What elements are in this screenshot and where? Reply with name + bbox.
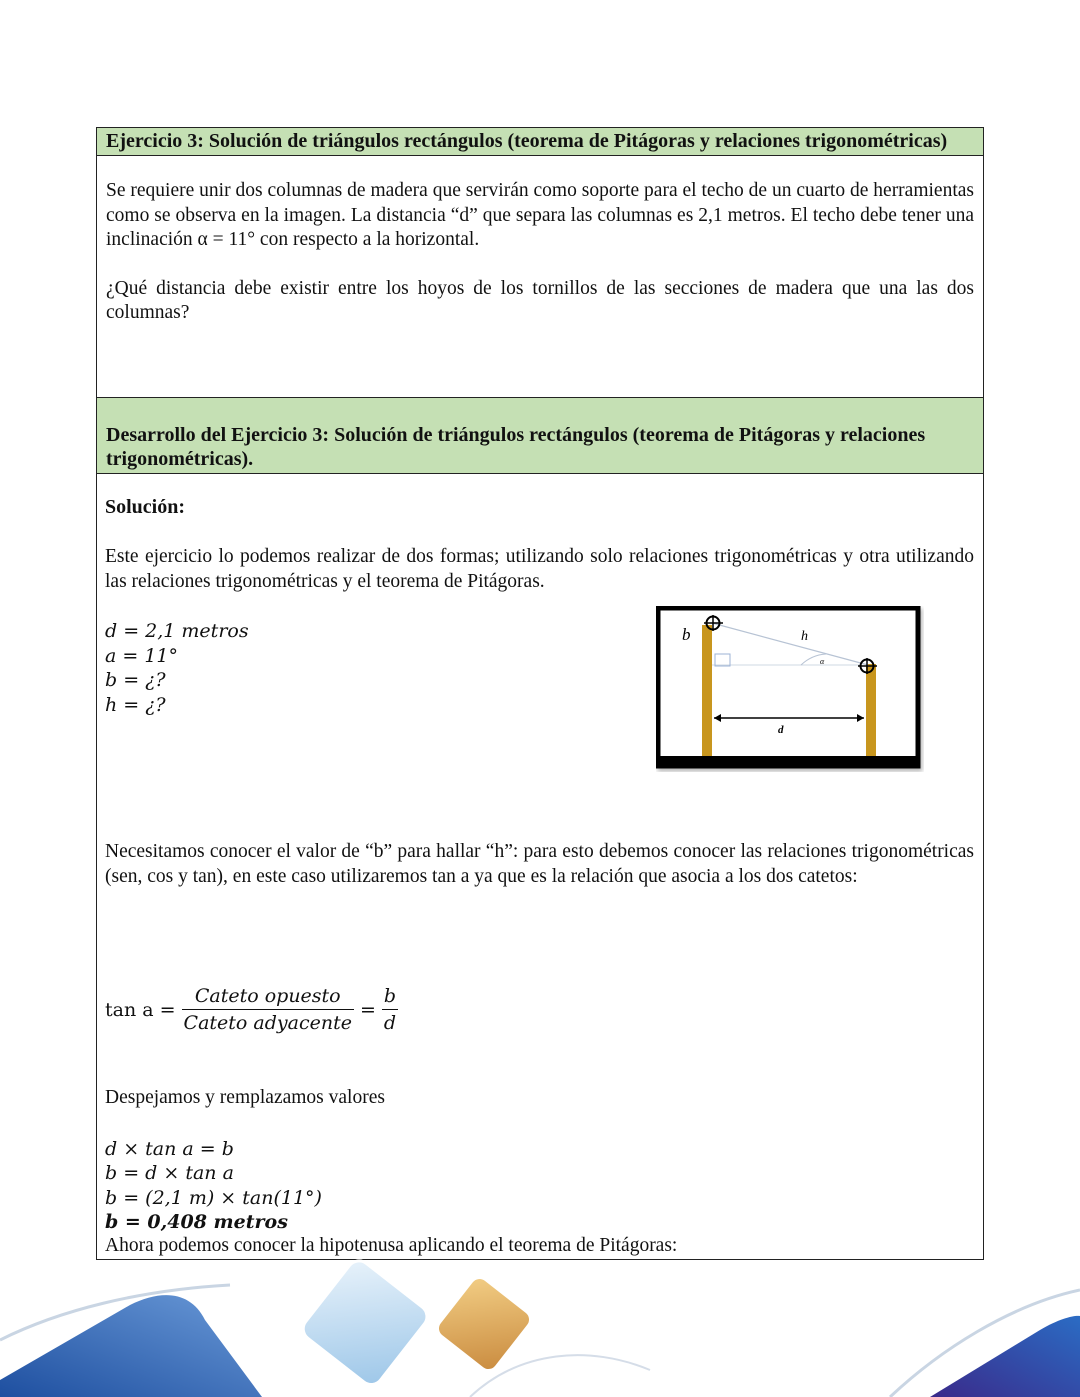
formula-fraction-main (182, 985, 354, 1034)
figure-label-b: b (682, 625, 691, 644)
step-2: b = d × tan a (105, 1162, 234, 1184)
exercise-paragraph-1: Se requiere unir dos columnas de madera que servirán como soporte para el techo de un cuarto de herramientas como se observa en la imagen. La distancia “d” que separa las columnas es 2,1 metros. El techo debe tener una inclinación α = 11° con respecto a la horizontal. (106, 180, 974, 250)
need-paragraph: Necesitamos conocer el valor de “b” para hallar “h”: para esto debemos conocer las relaciones trigonométricas (sen, cos y tan), en este caso utilizaremos tan a ya que es la relación que asocia a los dos catetos: (105, 841, 974, 887)
solution-label: Solución: (105, 496, 186, 518)
formula-numerator-b: b (382, 985, 398, 1010)
columns-figure (656, 606, 924, 772)
formula-numerator: Cateto opuesto (182, 985, 354, 1010)
given-h: h = ¿? (105, 694, 166, 716)
exercise-box (96, 127, 984, 398)
exercise-body (97, 156, 983, 326)
given-b: b = ¿? (105, 669, 166, 691)
step-1: d × tan a = b (105, 1138, 234, 1160)
ground-bar (658, 756, 920, 767)
footer-gold-square (433, 1273, 534, 1374)
formula-equals: = (359, 998, 376, 1021)
step-4-result: b = 0,408 metros (105, 1211, 288, 1233)
footer-left-shape (0, 1295, 262, 1397)
footer-right-shape (930, 1316, 1080, 1397)
tan-formula (105, 985, 398, 1034)
left-post (702, 625, 712, 756)
formula-denominator-d: d (383, 1012, 397, 1034)
footer-blue-square (298, 1256, 431, 1389)
figure-frame (658, 608, 918, 766)
footer-decoration (0, 1250, 1080, 1397)
formula-denominator: Cateto adyacente (183, 1012, 352, 1034)
given-alpha: a = 11° (105, 645, 179, 667)
development-title: Desarrollo del Ejercicio 3: Solución de triángulos rectángulos (teorema de Pitágoras y relaciones trigonométricas). (97, 398, 983, 474)
formula-lhs: tan a = (105, 998, 176, 1021)
right-post (866, 664, 876, 756)
exercise-question: ¿Qué distancia debe existir entre los hoyos de los tornillos de las secciones de madera que una las dos columnas? (106, 277, 974, 323)
next-step-text: Ahora podemos conocer la hipotenusa aplicando el teorema de Pitágoras: (105, 1235, 678, 1256)
given-d: d = 2,1 metros (105, 620, 249, 642)
step-3: b = (2,1 m) × tan(11°) (105, 1187, 322, 1209)
exercise-title: Ejercicio 3: Solución de triángulos rectángulos (teorema de Pitágoras y relaciones trigonométricas) (97, 128, 983, 156)
figure-label-h: h (801, 629, 808, 644)
formula-fraction-bd (382, 985, 398, 1034)
figure-label-d: d (778, 724, 784, 736)
development-box (96, 397, 984, 1260)
despeje-text: Despejamos y remplazamos valores (105, 1087, 385, 1108)
figure-label-alpha: α (820, 657, 825, 666)
intro-paragraph: Este ejercicio lo podemos realizar de dos formas; utilizando solo relaciones trigonométricas y otra utilizando las relaciones trigonométricas y el teorema de Pitágoras. (105, 546, 974, 592)
figure-svg (656, 606, 924, 772)
